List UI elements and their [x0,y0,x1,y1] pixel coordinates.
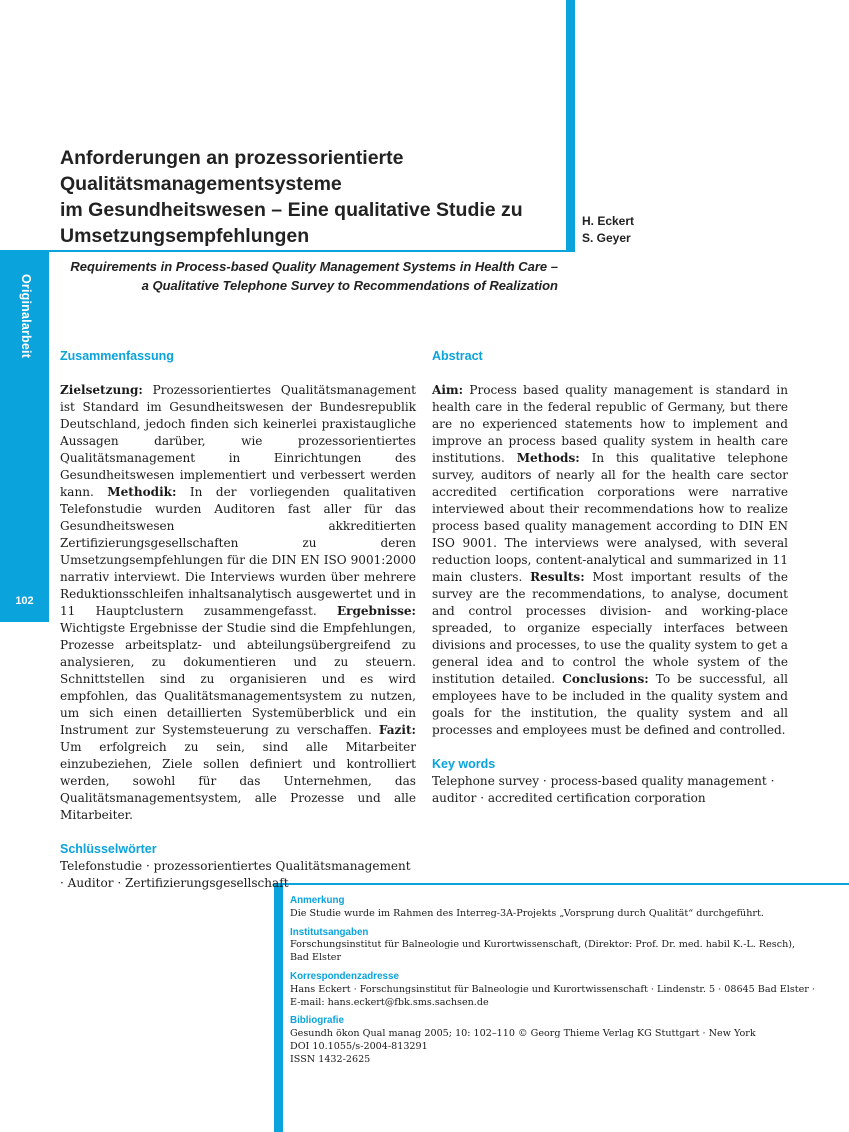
abstract-text: Um erfolgreich zu sein, sind alle Mitarbeiter einzubeziehen, Ziele sollen definiert und kontrolliert werden, sowohl für das Unternehmen, das Qualitätsmanagementsystem, alle Prozesse und alle Mitarbeiter. [60,740,416,822]
note-group-institute [290,927,820,965]
abstract-text: In this qualitative telephone survey, auditors of nearly all for the health care sector accredited certification corporations were narrative interviewed about their recommendations how to realize process based quality management according to DIN EN ISO 9001. The interviews were analysed, with several reduction loops, content-analytical and summarized in 11 main clusters. [432,451,789,584]
note-heading: Korrespondenzadresse [290,970,399,982]
title-line: Qualitätsmanagementsysteme [60,173,342,195]
note-heading: Institutsangaben [290,926,369,938]
abstract-label: Methods: [516,451,580,465]
top-right-accent-bar [566,0,575,252]
subtitle-line: Requirements in Process-based Quality Management Systems in Health Care – [70,259,558,274]
note-line: Gesundh ökon Qual manag 2005; 10: 102–110 © Georg Thieme Verlag KG Stuttgart · New York [290,1028,756,1040]
german-abstract [60,348,416,892]
article-type-label [4,274,48,374]
keywords-text: Telephone survey · process-based quality management · auditor · accredited certification corporation [432,774,775,805]
note-line: Die Studie wurde im Rahmen des Interreg-3A-Projekts „Vorsprung durch Qualität“ durchgeführt. [290,907,764,919]
abstract-text: In der vorliegenden qualitativen Telefonstudie wurden Auditoren fast aller für das Gesundheitswesen akkreditierten Zertifizierungsgesellschaften zu deren Umsetzungsempfehlungen für die DIN EN ISO 9001:2000 narrativ interviewt. Die Interviews wurden über mehrere Reduktionsschleifen inhaltsanalytisch ausgewertet und in 11 Hauptclustern zusammengefasst. [60,485,416,618]
note-line: Hans Eckert · Forschungsinstitut für Balneologie und Kurortwissenschaft · Lindenstr. 5 · 08645 Bad Elster · [290,983,815,995]
page-number: 102 [15,595,34,607]
abstract-text: To be successful, all employees have to be included in the quality system and goals for the institution, the quality system and all processes and employees must be defined and controlled. [432,672,788,737]
abstract-text: Prozessorientiertes Qualitätsmanagement ist Standard im Gesundheitswesen der Bundesrepublik Deutschland, jedoch finden sich keinerlei praxistaugliche Aussagen darüber, wie prozessorientiertes Qualitätsmanagement in Einrichtungen des Gesundheitswesen implementiert und verbessert werden kann. [60,383,416,499]
note-line: Bad Elster [290,952,342,964]
abstract-body [60,382,416,824]
english-title [70,257,558,295]
author: S. Geyer [582,231,631,245]
abstract-label: Zielsetzung: [60,383,143,397]
title-line: Umsetzungsempfehlungen [60,225,310,247]
article-type-text: Originalarbeit [19,274,33,359]
abstract-label: Fazit: [378,723,416,737]
abstract-text: Wichtigste Ergebnisse der Studie sind die Empfehlungen, Prozesse arbeitsplatz- und abteilungsübergreifend zu analysieren, zu dokumentieren und zu steuern. Schnittstellen sind zu organisieren und es wird empfohlen, das Qualitätsmanagementsystem zu nutzen, um sich einen detaillierten Systemüberblick und ein Instrument zur Systemsteuerung zu verschaffen. [60,621,416,737]
english-abstract [432,348,788,807]
article-title [60,145,560,249]
title-line: Anforderungen an prozessorientierte [60,147,404,169]
subtitle-line: a Qualitative Telephone Survey to Recommendations of Realization [141,278,558,293]
author: H. Eckert [582,214,635,228]
abstract-text: Most important results of the survey are the recommendations, to analyse, document and control processes division- and working-place spreaded, to organize especially interfaces between divisions and processes, to use the quality system to get a general idea and to control the whole system of the institution detailed. [432,570,788,686]
note-group-correspondence [290,971,820,1009]
notes-left-bar [274,883,283,1132]
note-line: Forschungsinstitut für Balneologie und Kurortwissenschaft, (Direktor: Prof. Dr. med. habil K.-L. Resch), [290,939,796,951]
note-line: E-mail: hans.eckert@fbk.sms.sachsen.de [290,996,489,1008]
keywords-heading: Schlüsselwörter [60,842,157,856]
abstract-label: Ergebnisse: [336,604,416,618]
note-line: ISSN 1432-2625 [290,1053,371,1065]
abstract-text: Process based quality management is standard in health care in the federal republic of Germany, but there are no experienced statements how to implement and improve an process based quality system in health care institutions. [432,383,788,465]
article-notes [290,895,820,1073]
abstract-label: Aim: [432,383,464,397]
title-underline [0,250,575,252]
note-heading: Anmerkung [290,895,345,906]
note-line: DOI 10.1055/s-2004-813291 [290,1040,428,1052]
abstract-label: Results: [530,570,585,584]
section-heading: Abstract [432,349,483,363]
note-group-bibliography [290,1015,820,1066]
abstract-body [432,382,788,739]
section-heading: Zusammenfassung [60,349,174,363]
authors [582,213,634,247]
abstract-label: Conclusions: [562,672,649,686]
title-line: im Gesundheitswesen – Eine qualitative Studie zu [60,199,523,221]
abstract-label: Methodik: [107,485,177,499]
note-heading: Bibliografie [290,1015,344,1027]
note-group-remark [290,895,820,921]
keywords-text: Telefonstudie · prozessorientiertes Qualitätsmanagement · Auditor · Zertifizierungsgesellschaft [60,859,411,890]
keywords-heading: Key words [432,757,496,771]
